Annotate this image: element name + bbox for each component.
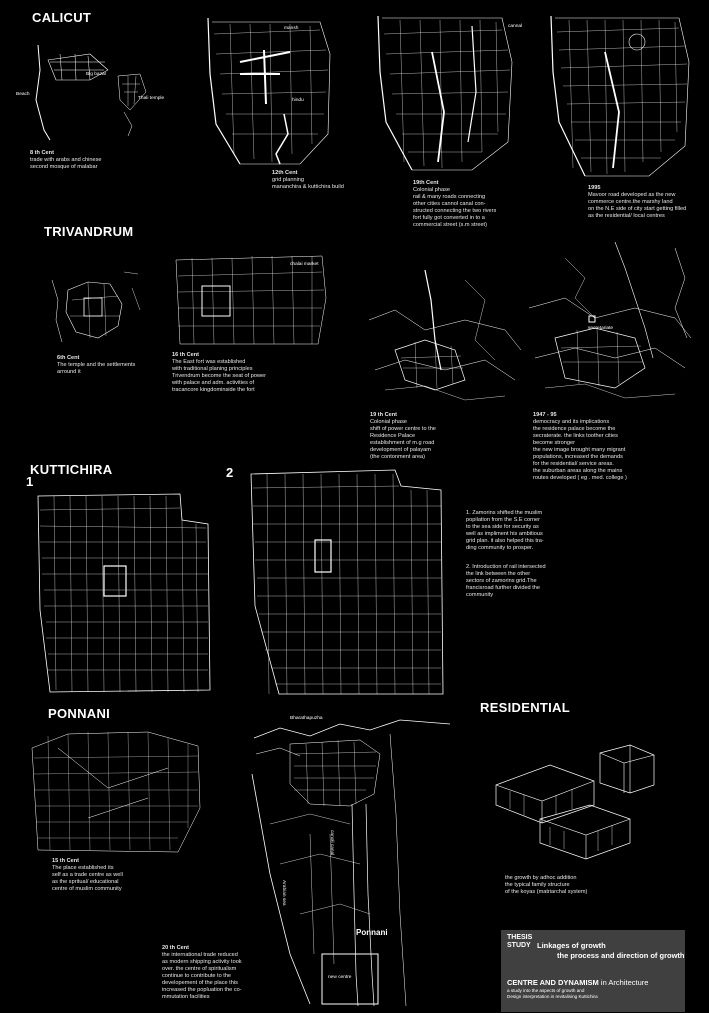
period: 1995 [588,185,601,191]
period: 1947 - 95 [533,412,557,418]
map-label-ponnani: Ponnani [356,928,388,937]
caption-residential: the growth by adhoc addition the typical family structure of the koyas (matriarchal system) [505,875,588,895]
thesis-main-title-bold: CENTRE AND DYNAMISM [507,978,599,987]
trivandrum-map-19th-cent [365,260,525,410]
calicut-map-8th-cent [20,40,180,150]
calicut-map-1995 [545,12,695,180]
map-label-arabian-sea: Arabian sea [281,880,286,906]
calicut-map-12th-cent [200,14,340,169]
kuttichira-map-number-1: 1 [26,474,34,489]
calicut-map-19th-cent [372,12,522,174]
thesis-title-block [501,930,685,1012]
caption-calicut-8th [30,150,180,171]
section-title-kuttichira: KUTTICHIRA [30,462,113,477]
caption-trivandrum-1947 [533,412,668,482]
caption-ponnani-20th [162,945,297,1001]
caption-trivandrum-16th [172,352,302,394]
caption-text: trade with arabs and chinese second mosque of malabar [30,157,102,170]
kuttichira-map-1 [30,490,220,695]
trivandrum-map-1947-95 [525,238,695,410]
period: 6th Cent [57,355,80,361]
period: 8 th Cent [30,150,54,156]
ponnani-map-15th-cent [28,728,203,853]
caption-text: Colonial phase shift of power centre to the Residence Palace establishment of m.g road development of palayam (the contonment area) [370,419,436,460]
period: 19th Cent [413,180,439,186]
caption-text: The place established its self as a trade centre as well as the spritual/ educational centre of muslim community [52,865,123,892]
thesis-main-suffix: in Architecture [598,978,649,987]
kuttichira-map-number-2: 2 [226,465,234,480]
period: 20 th Cent [162,945,190,951]
map-label-canoli-canal: canoli canal [329,830,334,856]
caption-calicut-12th [272,170,382,191]
trivandrum-map-6th-cent [48,260,148,350]
caption-text: The East fort was established with traditional planing principles Trivendrum become the seat of power with palace and adm. activities of tracancore kingdominside the fort [172,359,266,393]
period: 19 th Cent [370,412,398,418]
map-label-bharathapuzha: Bharathapuzha [290,716,323,721]
caption-text: Colonial phase rail & many roads connecting other cities cannol canal con- structed connecting the two rivers fort fully got converted in to a commercial street (s.m street) [413,187,497,228]
map-label-chalai-market: chalai market [290,262,319,267]
map-label-hindu: hindu [292,98,304,103]
period: 12th Cent [272,170,298,176]
section-title-residential: RESIDENTIAL [480,700,570,715]
map-label-secretariat: secretariate [588,326,614,331]
caption-text: democracy and its implications the residence palace become the secraterate. the links toother cities become stronger the new image brought many migrant populations, increased the demands for the residential/ service areas. the suburban areas along the mains routes developed ( eg . med. college ) [533,419,627,481]
caption-text: grid planning mananchira & kuttichira build [272,177,344,190]
map-label-mansh: mansh [284,26,299,31]
kuttichira-note-1: 1. Zamorins shifted the muslim popilation from the S.E corner to the sea side for security as well as impliment his ambitious grid plan. it also helped this tra- ding community to prosper. [466,510,544,551]
section-title-trivandrum: TRIVANDRUM [44,224,134,239]
caption-calicut-19th [413,180,538,229]
thesis-title-line2: the process and direction of growth [557,951,685,960]
thesis-subtitle: a study into the aspects of growth and Design interpretation in revitalising Kuttichira [507,988,598,999]
period: 16 th Cent [172,352,200,358]
map-label-thali-temple: Thali temple [138,96,165,101]
caption-text: the international trade reduced as modern shipping activity took over. the centre of spiritualism continue to contribute to the developement of the place this increased the popluation the co- mmutation facilities [162,952,242,1000]
caption-text: Mavoor road developed as the new commerce centre.the marshy land on the N.E side of city start getting filled as the residential/ local centres [588,192,687,219]
map-label-big-bazar: Big bazar [86,72,107,77]
caption-trivandrum-6th [57,355,167,376]
map-label-canal: cannal [508,24,523,29]
caption-text: The temple and the settlements arround it [57,362,136,375]
section-title-ponnani: PONNANI [48,706,111,721]
caption-trivandrum-19th [370,412,490,461]
section-title-calicut: CALICUT [32,10,92,25]
residential-isometric-drawing [490,735,660,865]
caption-ponnani-15th [52,858,177,893]
kuttichira-map-2 [245,466,445,696]
map-label-beach: Beach [16,92,30,97]
caption-calicut-1995 [588,185,703,220]
kuttichira-note-2: 2. Introduction of rail intersected the link between the other sectors of zamorins grid.The francisroad further divided the community [466,564,546,598]
map-label-new-centre: new centre [328,975,352,980]
thesis-title-line1: Linkages of growth [537,941,606,950]
thesis-label: THESIS [507,934,533,941]
study-label: STUDY [507,942,531,949]
period: 15 th Cent [52,858,80,864]
thesis-main-title [507,978,648,987]
